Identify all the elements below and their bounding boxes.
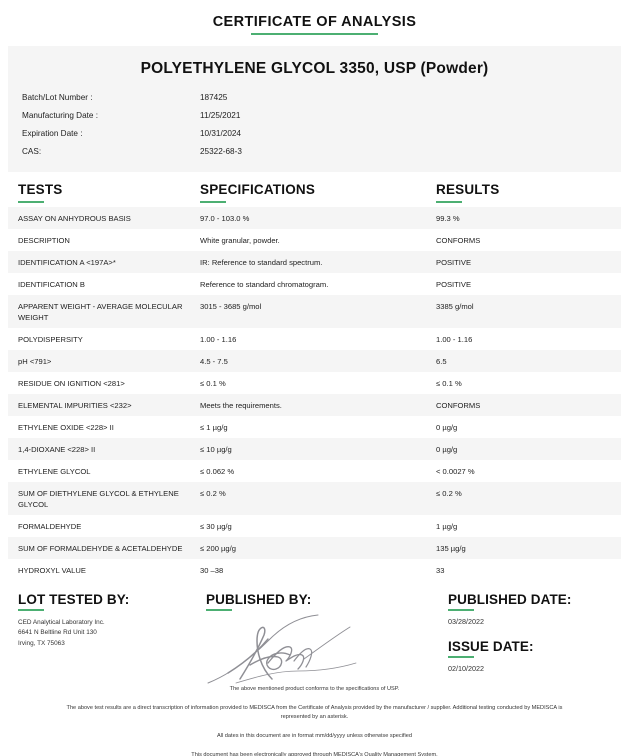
issue-date-heading: ISSUE DATE: [448, 639, 534, 654]
dates-column [448, 591, 628, 673]
cell-specification: ≤ 30 µg/g [200, 521, 232, 531]
table-row [8, 372, 621, 394]
table-row [8, 328, 621, 350]
cell-test-name: ASSAY ON ANHYDROUS BASIS [18, 213, 131, 223]
document-title-container [0, 0, 629, 35]
meta-row-manufacturing-date [8, 106, 621, 124]
table-row [8, 207, 621, 229]
specifications-accent-rule [200, 201, 226, 203]
published-by-column [206, 591, 416, 611]
table-row [8, 460, 621, 482]
lab-name: CED Analytical Laboratory Inc. [18, 619, 105, 626]
tests-accent-rule [18, 201, 44, 203]
published-date-heading: PUBLISHED DATE: [448, 592, 572, 607]
cell-specification: ≤ 200 µg/g [200, 543, 236, 553]
cell-test-name: HYDROXYL VALUE [18, 565, 86, 575]
cell-result: 1 µg/g [436, 521, 458, 531]
published-by-heading-wrap [206, 592, 311, 611]
column-header-specifications-wrap [200, 182, 436, 203]
manufacturing-date-label: Manufacturing Date : [22, 110, 99, 120]
table-row [8, 251, 621, 273]
cell-specification: ≤ 10 µg/g [200, 444, 232, 454]
cell-test-name: FORMALDEHYDE [18, 521, 82, 531]
column-header-results-container [436, 181, 621, 203]
batch-value: 187425 [200, 92, 228, 102]
cas-value: 25322-68-3 [200, 146, 242, 156]
table-row [8, 438, 621, 460]
issue-date-accent-rule [448, 656, 474, 658]
cell-specification: Meets the requirements. [200, 400, 282, 410]
table-body [8, 207, 621, 581]
cell-specification: IR: Reference to standard spectrum. [200, 257, 323, 267]
cell-specification: ≤ 1 µg/g [200, 422, 228, 432]
results-accent-rule [436, 201, 462, 203]
page-title [213, 14, 417, 35]
title-accent-rule [251, 33, 377, 35]
cell-result: 0 µg/g [436, 422, 458, 432]
fineprint-transcription: The above test results are a direct transcription of information provided to MEDISCA from the Certificate of Analysis provided by the manufacturer / supplier. Additional testing conducted by MEDISCA is represented by an asterisk. [66, 704, 563, 720]
issue-date-value: 02/10/2022 [448, 664, 484, 673]
table-row [8, 515, 621, 537]
cell-test-name: ETHYLENE OXIDE <228> II [18, 422, 114, 432]
expiration-date-label: Expiration Date : [22, 128, 83, 138]
cell-test-name: APPARENT WEIGHT - AVERAGE MOLECULAR WEIGHT [18, 301, 183, 322]
column-header-tests: TESTS [18, 182, 63, 197]
table-row [8, 482, 621, 515]
lot-tested-by-column [18, 591, 193, 649]
cell-result: CONFORMS [436, 235, 481, 245]
analysis-table [8, 181, 621, 581]
issue-date-heading-container [448, 638, 628, 658]
table-row [8, 273, 621, 295]
cell-specification: ≤ 0.062 % [200, 466, 235, 476]
signature-image [206, 613, 421, 685]
cell-test-name: pH <791> [18, 356, 52, 366]
published-by-heading: PUBLISHED BY: [206, 592, 312, 607]
product-name: POLYETHYLENE GLYCOL 3350, USP (Powder) [140, 60, 489, 77]
lot-tested-accent-rule [18, 609, 44, 611]
table-row [8, 416, 621, 438]
meta-row-expiration-date [8, 124, 621, 142]
table-row [8, 350, 621, 372]
cell-result: ≤ 0.1 % [436, 378, 462, 388]
expiration-date-value: 10/31/2024 [200, 128, 241, 138]
cell-result: CONFORMS [436, 400, 481, 410]
manufacturing-date-value: 11/25/2021 [200, 110, 241, 120]
published-by-accent-rule [206, 609, 232, 611]
column-header-results-wrap [436, 182, 621, 203]
table-row [8, 537, 621, 559]
cell-specification: 3015 - 3685 g/mol [200, 301, 262, 311]
cell-result: POSITIVE [436, 279, 472, 289]
column-header-specifications: SPECIFICATIONS [200, 182, 316, 197]
lab-address [18, 618, 193, 649]
cell-result: 1.00 - 1.16 [436, 334, 473, 344]
cell-specification: 30 –38 [200, 565, 224, 575]
column-header-tests-wrap [18, 182, 200, 203]
column-header-specifications-container [200, 181, 436, 203]
cell-specification: 1.00 - 1.16 [200, 334, 237, 344]
meta-row-batch [8, 88, 621, 106]
table-row [8, 394, 621, 416]
cell-result: 33 [436, 565, 445, 575]
cell-specification: Reference to standard chromatogram. [200, 279, 329, 289]
published-date-heading-wrap [448, 592, 572, 611]
lot-tested-by-heading-wrap [18, 592, 129, 611]
issue-date-heading-wrap [448, 639, 534, 658]
cell-result: POSITIVE [436, 257, 472, 267]
cell-specification: 97.0 - 103.0 % [200, 213, 250, 223]
cell-test-name: ETHYLENE GLYCOL [18, 466, 91, 476]
cell-result: 135 µg/g [436, 543, 466, 553]
lot-tested-by-heading: LOT TESTED BY: [18, 592, 130, 607]
cell-test-name: IDENTIFICATION A <197A>* [18, 257, 116, 267]
fineprint-conformance: The above mentioned product conforms to the specifications of USP. [229, 686, 400, 692]
table-header-row [8, 181, 621, 207]
fineprint-date-format: All dates in this document are in format mm/dd/yyyy unless otherwise specified [217, 732, 412, 739]
published-date-accent-rule [448, 609, 474, 611]
column-header-tests-container [8, 181, 200, 203]
cell-test-name: RESIDUE ON IGNITION <281> [18, 378, 125, 388]
cell-result: 0 µg/g [436, 444, 458, 454]
document-title-text: CERTIFICATE OF ANALYSIS [212, 14, 417, 30]
batch-label: Batch/Lot Number : [22, 92, 93, 102]
product-info-panel [8, 46, 621, 172]
cell-result: 99.3 % [436, 213, 460, 223]
cell-specification: ≤ 0.2 % [200, 488, 226, 498]
fineprint-electronic-approval: This document has been electronically approved through MEDISCA's Quality Management System. [191, 751, 438, 756]
cell-test-name: 1,4-DIOXANE <228> II [18, 444, 96, 454]
cell-test-name: IDENTIFICATION B [18, 279, 85, 289]
lab-city: Irving, TX 75063 [18, 639, 65, 647]
cell-test-name: DESCRIPTION [18, 235, 70, 245]
table-row [8, 229, 621, 251]
meta-row-cas [8, 142, 621, 160]
cell-test-name: POLYDISPERSITY [18, 334, 83, 344]
cell-result: 3385 g/mol [436, 301, 474, 311]
cell-test-name: SUM OF DIETHYLENE GLYCOL & ETHYLENE GLYCOL [18, 488, 179, 509]
cell-result: ≤ 0.2 % [436, 488, 462, 498]
column-header-results: RESULTS [436, 182, 500, 197]
signature-section [8, 591, 621, 683]
published-date-value: 03/28/2022 [448, 617, 484, 626]
cell-specification: ≤ 0.1 % [200, 378, 226, 388]
fineprint-section [0, 685, 629, 756]
lab-street: 6641 N Beltline Rd Unit 130 [18, 629, 97, 637]
cell-test-name: SUM OF FORMALDEHYDE & ACETALDEHYDE [18, 543, 183, 553]
cell-specification: White granular, powder. [200, 235, 280, 245]
cell-result: 6.5 [436, 356, 447, 366]
cas-label: CAS: [22, 146, 42, 156]
table-row [8, 295, 621, 328]
cell-test-name: ELEMENTAL IMPURITIES <232> [18, 400, 132, 410]
cell-specification: 4.5 - 7.5 [200, 356, 228, 366]
table-row [8, 559, 621, 581]
cell-result: < 0.0027 % [436, 466, 475, 476]
